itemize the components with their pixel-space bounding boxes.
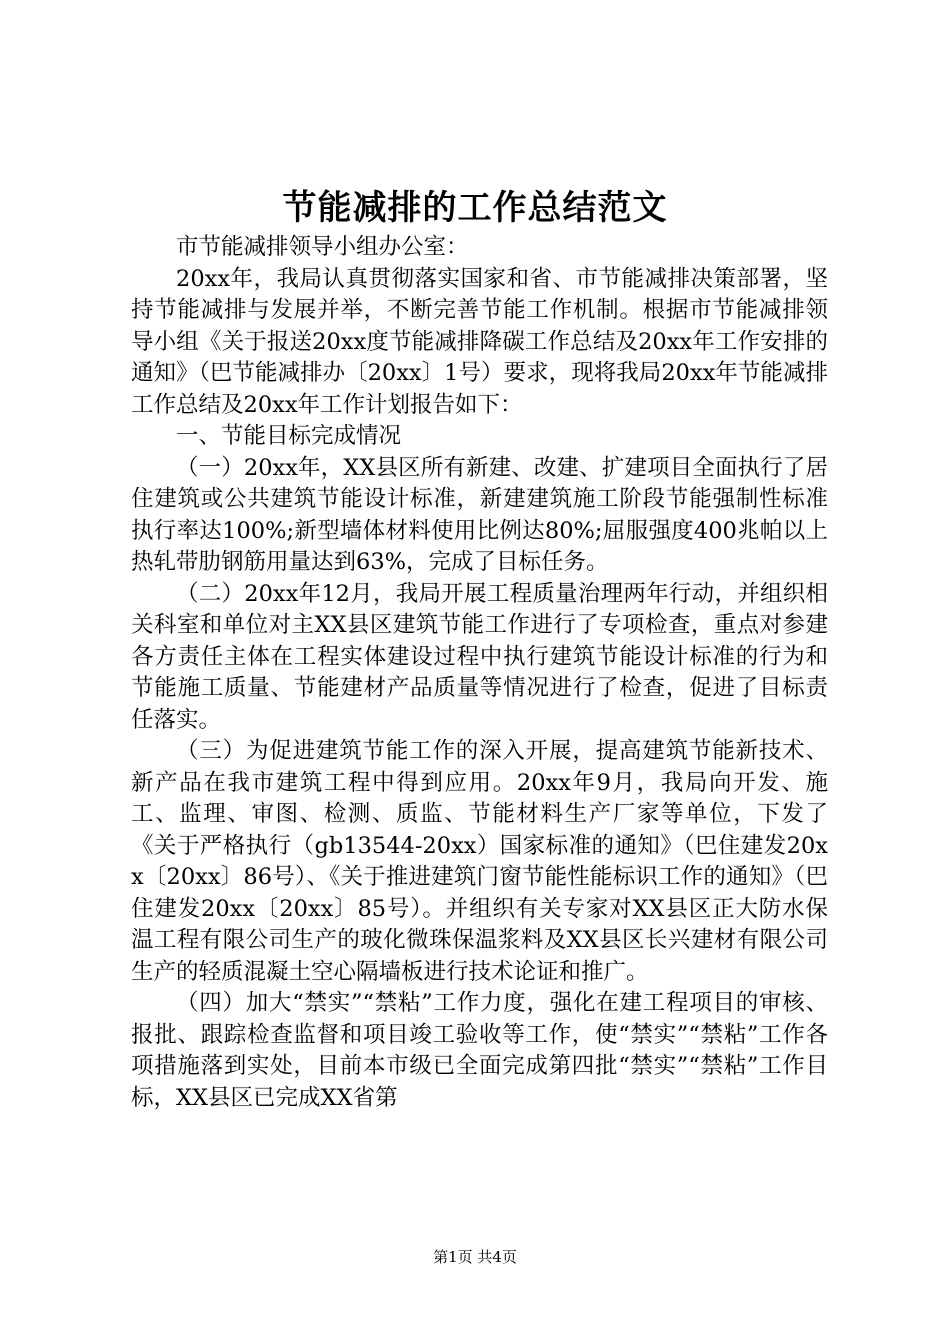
- document-body: [131, 232, 828, 1114]
- paragraph-item-1: （一）20xx年，XX县区所有新建、改建、扩建项目全面执行了居住建筑或公共建筑节能设计标准，新建建筑施工阶段节能强制性标准执行率达100%;新型墙体材料使用比例达80%;屈服强度400兆帕以上热轧带肋钢筋用量达到63%，完成了目标任务。: [131, 454, 828, 575]
- paragraph-salutation: 市节能减排领导小组办公室：: [176, 234, 469, 260]
- section-heading: 一、节能目标完成情况: [176, 423, 402, 449]
- paragraph-item-2: （二）20xx年12月，我局开展工程质量治理两年行动，并组织相关科室和单位对主XX县区建筑节能工作进行了专项检查，重点对参建各方责任主体在工程实体建设过程中执行建筑节能设计标准的行为和节能施工质量、节能建材产品质量等情况进行了检查，促进了目标责任落实。: [131, 580, 828, 733]
- page-footer: 第1页 共4页: [433, 1248, 517, 1266]
- document-title: 节能减排的工作总结范文: [282, 188, 668, 228]
- paragraph-intro: 20xx年，我局认真贯彻落实国家和省、市节能减排决策部署，坚持节能减排与发展并举，不断完善节能工作机制。根据市节能减排领导小组《关于报送20xx度节能减排降碳工作总结及20xx年工作安排的通知》（巴节能减排办〔20xx〕1号）要求，现将我局20xx年节能减排工作总结及20xx年工作计划报告如下：: [131, 265, 828, 418]
- paragraph-item-4: （四）加大“禁实”“禁粘”工作力度，强化在建工程项目的审核、报批、跟踪检查监督和项目竣工验收等工作，使“禁实”“禁粘”工作各项措施落到实处，目前本市级已全面完成第四批“禁实”“禁粘”工作目标，XX县区已完成XX省第: [131, 990, 828, 1111]
- paragraph-item-3: （三）为促进建筑节能工作的深入开展，提高建筑节能新技术、新产品在我市建筑工程中得到应用。20xx年9月，我局向开发、施工、监理、审图、检测、质监、节能材料生产厂家等单位，下发了《关于严格执行（gb13544-20xx）国家标准的通知》（巴住建发20xx〔20xx〕86号）、《关于推进建筑门窗节能性能标识工作的通知》（巴住建发20xx〔20xx〕85号）。并组织有关专家对XX县区正大防水保温工程有限公司生产的玻化微珠保温浆料及XX县区长兴建材有限公司生产的轻质混凝土空心隔墙板进行技术论证和推广。: [131, 738, 828, 985]
